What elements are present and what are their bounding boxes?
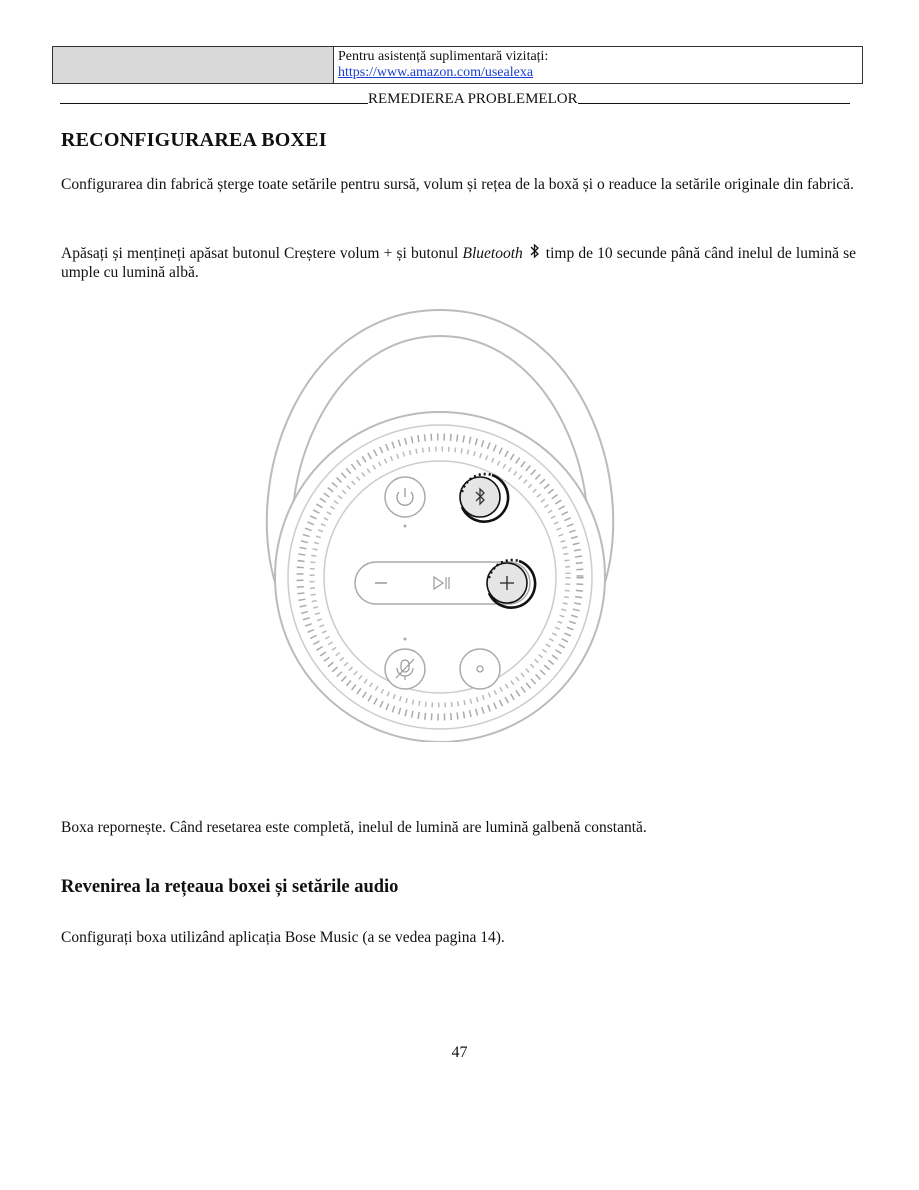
- rule-right: [578, 103, 850, 104]
- paragraph-factory-reset: Configurarea din fabrică șterge toate setările pentru sursă, volum și rețea de la boxă și o readuce la setările originale din fabrică.: [61, 176, 854, 193]
- paragraph-instructions: [61, 243, 856, 282]
- instr-after: timp de 10 secunde până când inelul de lumină se umple cu lumină albă.: [61, 245, 857, 281]
- paragraph-restart: Boxa repornește. Când resetarea este completă, inelul de lumină are lumină galbenă constantă.: [61, 819, 647, 836]
- assist-text: Pentru asistență suplimentară vizitați:: [338, 49, 549, 64]
- paragraph-setup: Configurați boxa utilizând aplicația Bose Music (a se vedea pagina 14).: [61, 929, 505, 946]
- section-heading-line: [60, 88, 850, 108]
- page-title: RECONFIGURAREA BOXEI: [61, 129, 327, 151]
- assist-link[interactable]: https://www.amazon.com/usealexa: [338, 65, 534, 80]
- bluetooth-icon: [529, 243, 540, 259]
- header-table: [52, 46, 863, 84]
- speaker-illustration: [230, 302, 650, 742]
- header-gray-cell: [53, 47, 334, 83]
- instr-bluetooth-word: Bluetooth: [462, 245, 523, 262]
- section-subtitle: Revenirea la rețeaua boxei și setările audio: [61, 877, 399, 897]
- instr-before: Apăsați și mențineți apăsat butonul Creștere volum + și butonul: [61, 245, 459, 262]
- header-assist-cell: [334, 47, 862, 83]
- rule-left: [60, 103, 368, 104]
- section-label: REMEDIEREA PROBLEMELOR: [368, 91, 578, 107]
- action-button: [460, 649, 500, 689]
- page-number: 47: [451, 1044, 468, 1061]
